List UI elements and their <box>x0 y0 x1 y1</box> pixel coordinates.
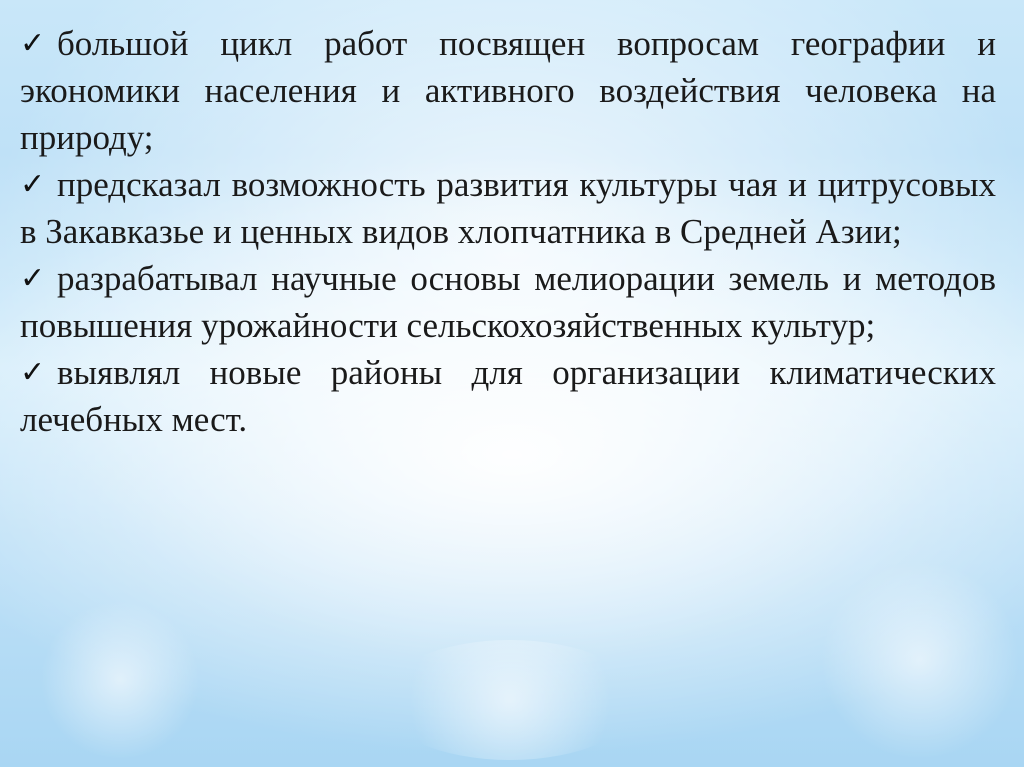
bullet-list <box>20 20 996 443</box>
bullet-text: разрабатывал научные основы мелиорации земель и методов повышения урожайности сельскохозяйственных культур; <box>20 259 996 345</box>
bullet-text: большой цикл работ посвящен вопросам географии и экономики населения и активного воздействия человека на природу; <box>20 24 996 157</box>
check-mark-icon: ✓ <box>20 167 46 202</box>
bullet-text: предсказал возможность развития культуры чая и цитрусовых в Закавказье и ценных видов хлопчатника в Средней Азии; <box>20 165 996 251</box>
bullet-text: выявлял новые районы для организации климатических лечебных мест. <box>20 353 996 439</box>
background-bokeh <box>380 640 640 760</box>
bullet-item <box>20 161 996 255</box>
bullet-item <box>20 255 996 349</box>
background-bokeh <box>820 560 1020 760</box>
check-mark-icon: ✓ <box>20 26 46 61</box>
bullet-item <box>20 349 996 443</box>
background-bokeh <box>40 600 200 760</box>
bullet-item <box>20 20 996 161</box>
check-mark-icon: ✓ <box>20 261 46 296</box>
check-mark-icon: ✓ <box>20 355 46 390</box>
